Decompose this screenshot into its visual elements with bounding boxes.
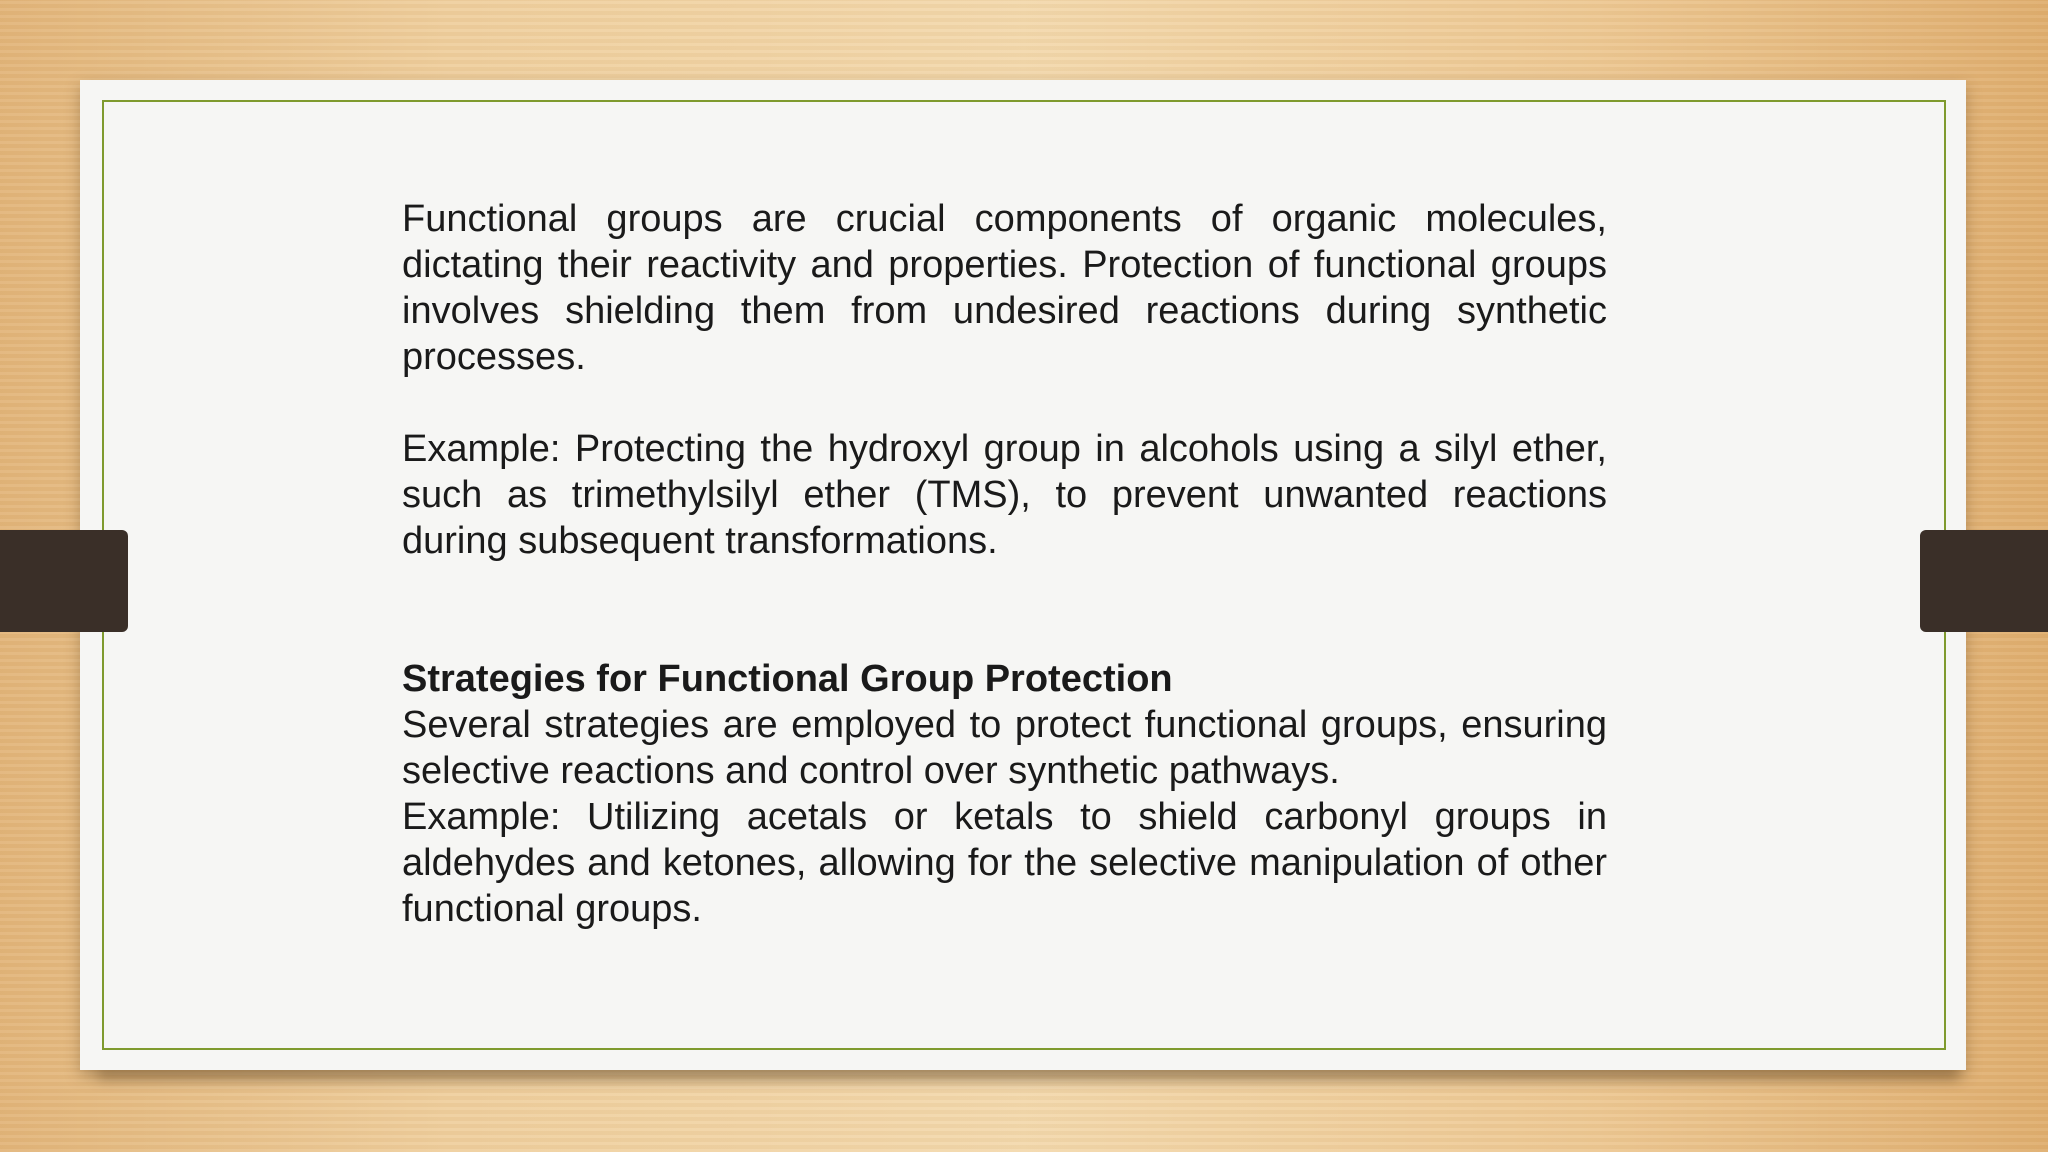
example-paragraph-1: Example: Protecting the hydroxyl group in alcohols using a silyl ether, such as trimethylsilyl ether (TMS), to prevent unwanted reactions during subsequent transformations. [402,428,1607,562]
section-heading: Strategies for Functional Group Protection [402,658,1173,700]
left-binder-tab [0,530,128,632]
slide-content [402,196,1607,932]
example-paragraph-2: Example: Utilizing acetals or ketals to shield carbonyl groups in aldehydes and ketones, allowing for the selective manipulation of other functional groups. [402,796,1607,930]
intro-paragraph: Functional groups are crucial components of organic molecules, dictating their reactivity and properties. Protection of functional groups involves shielding them from undesired reactions during synthetic processes. [402,198,1607,378]
strategies-paragraph: Several strategies are employed to protect functional groups, ensuring selective reactions and control over synthetic pathways. [402,704,1607,792]
right-binder-tab [1920,530,2048,632]
